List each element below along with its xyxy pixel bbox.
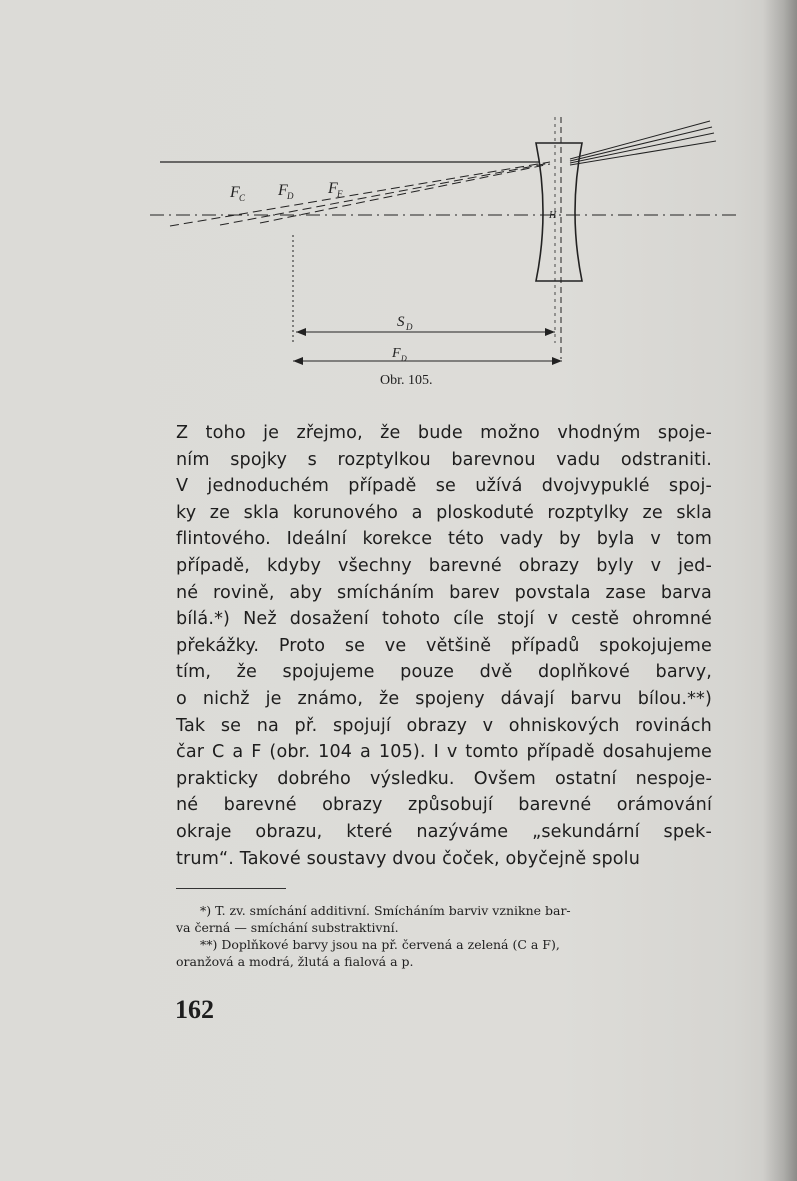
footnote-line: oranžová a modrá, žlutá a fialová a p. xyxy=(176,954,414,969)
text-line: Z toho je zřejmo, že bude možno vhodným spoje- xyxy=(176,423,712,443)
label-fd: F xyxy=(278,182,288,199)
text-line: o nichž je známo, že spojeny dávají barvu bílou.**) xyxy=(176,688,712,709)
label-fd-bottom-sub: D xyxy=(401,354,407,363)
text-line: tím, že spojujeme pouze dvě doplňkové barvy, xyxy=(176,662,712,683)
text-line: okraje obrazu, které nazýváme „sekundární spek- xyxy=(176,821,712,842)
text-line: né barevné obrazy způsobují barevné orámování xyxy=(176,795,712,816)
lens-diagram xyxy=(150,85,750,375)
text-line: bílá.*) Než dosažení tohoto cíle stojí v cestě ohromné xyxy=(176,609,712,630)
virtual-ray-d xyxy=(220,163,550,225)
footnote-line: *) T. zv. smíchání additivní. Smícháním barviv vznikne bar- xyxy=(200,903,571,918)
fd-arrow-left-head xyxy=(293,357,303,365)
text-line: prakticky dobrého výsledku. Ovšem ostatní nespoje- xyxy=(176,768,712,789)
text-line: flintového. Ideální korekce této vady by byla v tom xyxy=(176,529,712,550)
label-sd: S xyxy=(397,314,405,330)
virtual-ray-f xyxy=(260,164,550,223)
text-line: Tak se na př. spojují obrazy v ohniskových rovinách xyxy=(176,715,712,736)
footnote-line: **) Doplňkové barvy jsou na př. červená a zelená (C a F), xyxy=(200,937,560,952)
text-line: čar C a F (obr. 104 a 105). I v tomto případě dosahujeme xyxy=(176,742,712,763)
label-fc-sub: C xyxy=(239,193,246,203)
text-line: V jednoduchém případě se užívá dvojvypuklé spoj- xyxy=(176,476,712,497)
label-fc: F xyxy=(230,184,240,201)
text-line: ním spojky s rozptylkou barevnou vadu odstraniti. xyxy=(176,449,712,470)
text-line: překážky. Proto se ve většině případů spokojujeme xyxy=(176,635,712,656)
label-fd-sub: D xyxy=(287,191,294,201)
label-h: H xyxy=(549,210,557,221)
text-line: né rovině, aby smícháním barev povstala zase barva xyxy=(176,582,712,603)
text-line: případě, kdyby všechny barevné obrazy byly v jed- xyxy=(176,555,712,576)
sd-arrow-left-head xyxy=(296,328,306,336)
exit-ray-3 xyxy=(570,133,714,163)
page-number: 162 xyxy=(175,995,214,1024)
text-line: trum“. Takové soustavy dvou čoček, obyčejně spolu xyxy=(176,848,641,869)
sd-arrow-right-head xyxy=(545,328,555,336)
label-sd-sub: D xyxy=(406,322,413,332)
label-fd-bottom: F xyxy=(392,346,401,361)
label-ff-sub: F xyxy=(337,189,343,199)
footnotes xyxy=(176,902,712,970)
footnote-divider xyxy=(176,888,286,889)
figure-caption: Obr. 105. xyxy=(380,373,433,388)
exit-ray-2 xyxy=(570,127,712,161)
text-line: ky ze skla korunového a ploskoduté rozptylky ze skla xyxy=(176,502,712,523)
page-edge-shadow xyxy=(763,0,797,1181)
label-ff: F xyxy=(328,180,338,197)
virtual-ray-c xyxy=(170,162,550,226)
body-paragraph xyxy=(176,420,712,872)
footnote-line: va černá — smíchání substraktivní. xyxy=(176,920,399,935)
